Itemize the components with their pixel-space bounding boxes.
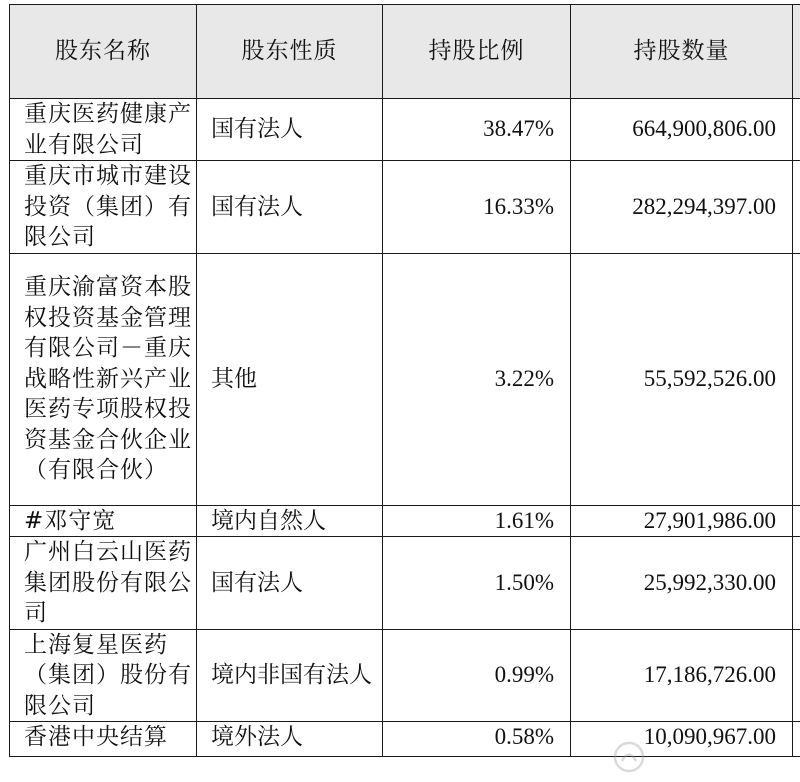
shareholder-nature-cell: 国有法人 (197, 99, 383, 161)
filler-cell (793, 537, 800, 630)
holding-ratio-cell: 1.61% (383, 505, 571, 537)
header-shareholder-nature: 股东性质 (197, 5, 383, 99)
header-shareholder-name: 股东名称 (10, 5, 197, 99)
shareholder-nature-cell: 其他 (197, 253, 383, 505)
header-holding-quantity: 持股数量 (571, 5, 793, 99)
holding-quantity-cell: 10,090,967.00 (571, 722, 793, 757)
shareholder-name-cell: #邓守宽 (10, 505, 197, 537)
holding-ratio-cell: 0.58% (383, 722, 571, 757)
table-row (10, 253, 800, 505)
holding-ratio-cell: 0.99% (383, 629, 571, 722)
shareholder-name-cell: 香港中央结算 (10, 722, 197, 757)
shareholder-nature-cell: 境外法人 (197, 722, 383, 757)
holding-quantity-cell: 282,294,397.00 (571, 161, 793, 254)
holding-quantity-cell: 25,992,330.00 (571, 537, 793, 630)
holding-quantity-cell: 55,592,526.00 (571, 253, 793, 505)
shareholder-nature-cell: 国有法人 (197, 161, 383, 254)
shareholder-name-cell: 上海复星医药（集团）股份有限公司 (10, 629, 197, 722)
table-row (10, 629, 800, 722)
filler-cell (793, 253, 800, 505)
header-holding-ratio: 持股比例 (383, 5, 571, 99)
shareholder-nature-cell: 境内自然人 (197, 505, 383, 537)
holding-quantity-cell: 664,900,806.00 (571, 99, 793, 161)
table-header-row (10, 5, 800, 99)
holding-ratio-cell: 3.22% (383, 253, 571, 505)
shareholder-name-cell: 重庆医药健康产业有限公司 (10, 99, 197, 161)
filler-cell (793, 505, 800, 537)
table-row (10, 161, 800, 254)
filler-cell (793, 161, 800, 254)
table-row (10, 722, 800, 757)
shareholder-nature-cell: 境内非国有法人 (197, 629, 383, 722)
shareholder-name-cell: 重庆渝富资本股权投资基金管理有限公司－重庆战略性新兴产业医药专项股权投资基金合伙企业（有限合伙） (10, 253, 197, 505)
filler-cell (793, 629, 800, 722)
header-filler (793, 5, 800, 99)
holding-ratio-cell: 16.33% (383, 161, 571, 254)
shareholder-table (9, 4, 800, 757)
filler-cell (793, 99, 800, 161)
table-row (10, 505, 800, 537)
holding-quantity-cell: 27,901,986.00 (571, 505, 793, 537)
holding-ratio-cell: 1.50% (383, 537, 571, 630)
shareholder-name-cell: 广州白云山医药集团股份有限公司 (10, 537, 197, 630)
shareholder-nature-cell: 国有法人 (197, 537, 383, 630)
shareholder-name-cell: 重庆市城市建设投资（集团）有限公司 (10, 161, 197, 254)
table-row (10, 537, 800, 630)
holding-quantity-cell: 17,186,726.00 (571, 629, 793, 722)
table-row (10, 99, 800, 161)
holding-ratio-cell: 38.47% (383, 99, 571, 161)
filler-cell (793, 722, 800, 757)
